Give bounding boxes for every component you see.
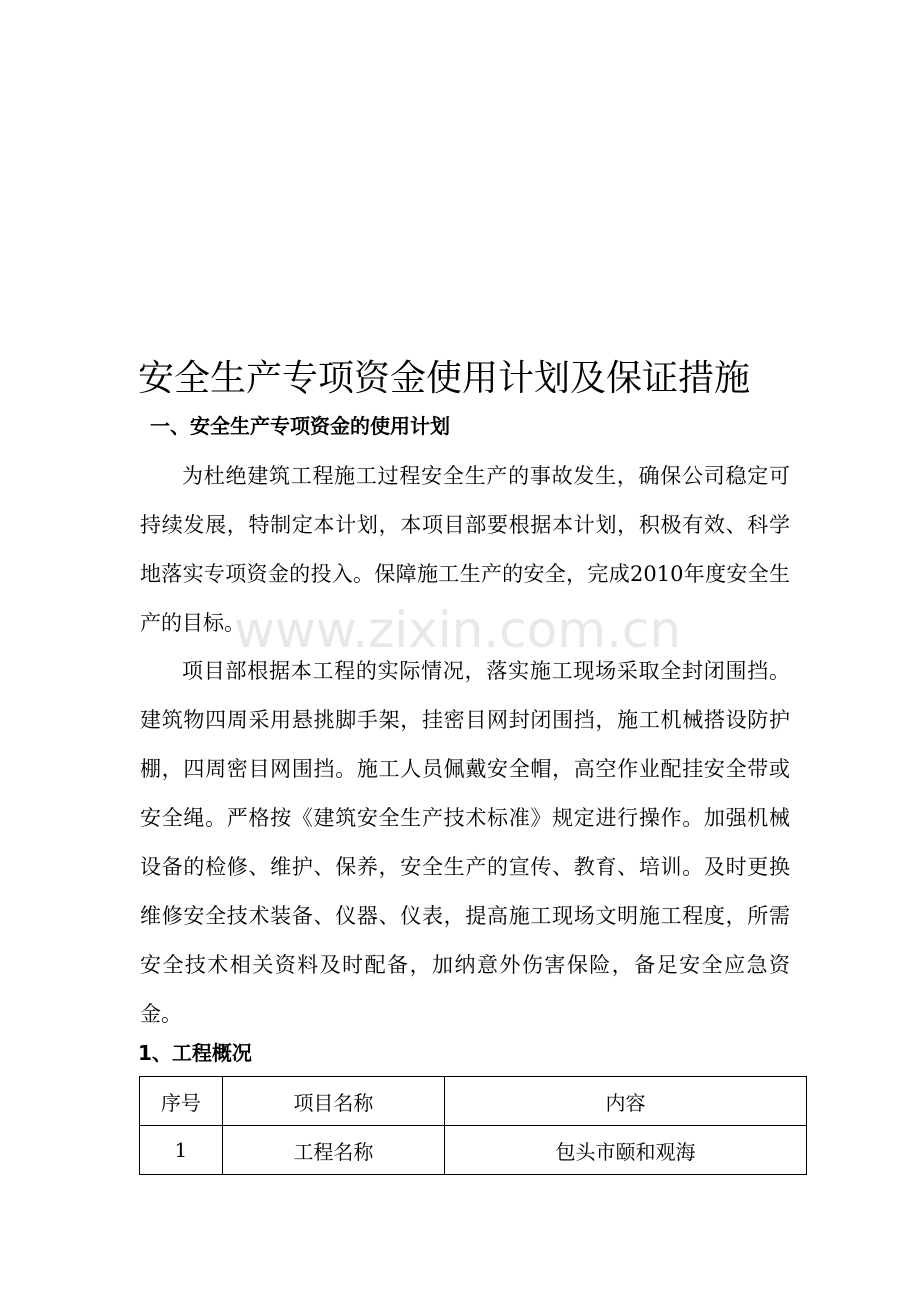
table-cell: 工程名称 xyxy=(222,1126,444,1175)
document-title: 安全生产专项资金使用计划及保证措施 xyxy=(138,358,751,399)
table-row xyxy=(140,1126,807,1175)
table-cell: 1 xyxy=(140,1126,223,1175)
table-cell: 包头市颐和观海 xyxy=(445,1126,807,1175)
table-header-cell: 序号 xyxy=(140,1077,223,1126)
subsection-heading: 1、工程概况 xyxy=(138,1041,252,1065)
project-overview-table xyxy=(139,1076,807,1175)
section-heading: 一、安全生产专项资金的使用计划 xyxy=(150,414,450,438)
table-header-cell: 项目名称 xyxy=(222,1077,444,1126)
watermark: www.zixin.com.cn xyxy=(234,601,682,659)
table-header-row xyxy=(140,1077,807,1126)
body-paragraph: 项目部根据本工程的实际情况，落实施工现场采取全封闭围挡。建筑物四周采用悬挑脚手架，挂密目网封闭围挡，施工机械搭设防护棚，四周密目网围挡。施工人员佩戴安全帽，高空作业配挂安全带或安全绳。严格按《建筑安全生产技术标准》规定进行操作。加强机械设备的检修、维护、保养，安全生产的宣传、教育、培训。及时更换维修安全技术装备、仪器、仪表，提高施工现场文明施工程度，所需安全技术相关资料及时配备，加纳意外伤害保险，备足安全应急资金。 xyxy=(140,659,790,1026)
table-header-cell: 内容 xyxy=(445,1077,807,1126)
body-paragraph: 为杜绝建筑工程施工过程安全生产的事故发生，确保公司稳定可持续发展，特制定本计划，本项目部要根据本计划，积极有效、科学地落实专项资金的投入。保障施工生产的安全，完成2010年度安全生产的目标。 xyxy=(140,464,790,635)
